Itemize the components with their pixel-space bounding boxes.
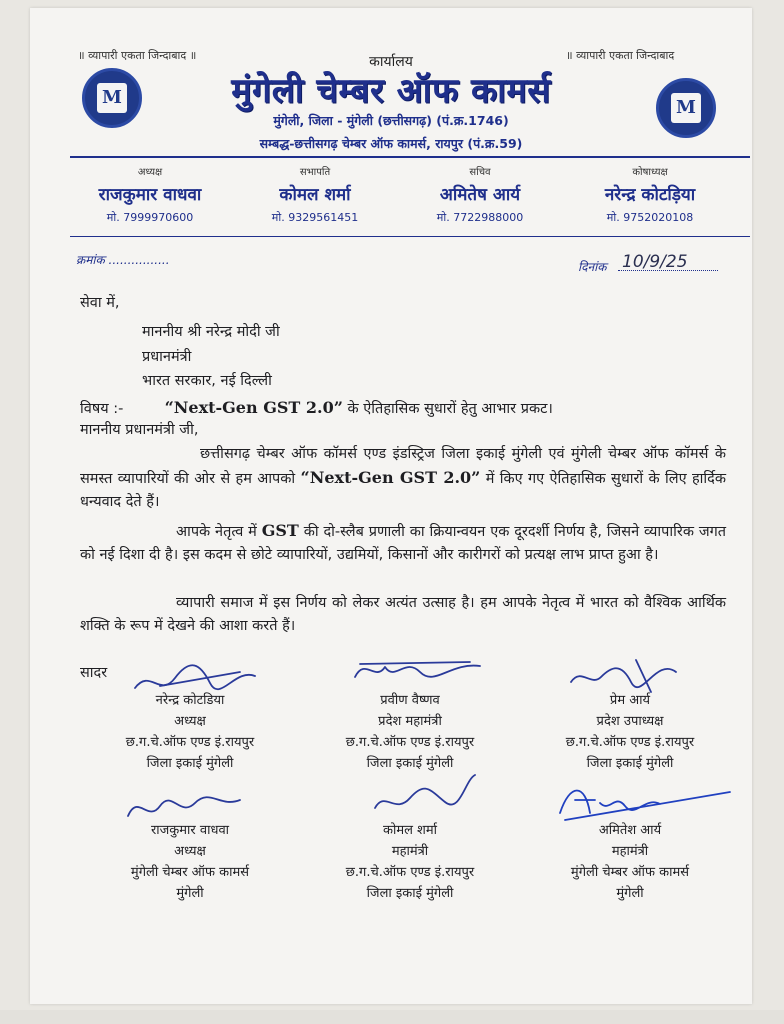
subject-line (80, 396, 720, 421)
signatory-3 (530, 690, 730, 774)
para2-text: आपके नेतृत्व में (176, 524, 257, 540)
signatory-title: अध्यक्ष (174, 844, 206, 859)
greeting: माननीय प्रधानमंत्री जी, (80, 422, 199, 438)
office-label: कार्यालय (369, 54, 413, 70)
bearer-phone: मो. 7999970600 (106, 211, 194, 224)
signatory-org: छ.ग.चे.ऑफ एण्ड इं.रायपुर (345, 735, 475, 750)
bearer-phone: मो. 9752020108 (606, 211, 694, 224)
signatory-title: महामंत्री (611, 844, 649, 859)
signatory-org: छ.ग.चे.ऑफ एण्ड इं.रायपुर (565, 735, 695, 750)
bearer-role: सचिव (469, 167, 491, 178)
subject-rest: के ऐतिहासिक सुधारों हेतु आभार प्रकट। (347, 401, 553, 417)
bearer-rule (70, 236, 750, 237)
signatory-title: प्रदेश महामंत्री (378, 714, 442, 729)
salutation-to: सेवा में, (80, 295, 120, 311)
date-label: दिनांक (578, 260, 607, 274)
affiliation-line: सम्बद्ध-छत्तीसगढ़ चेम्बर ऑफ कामर्स, रायपुर (पं.क्र.59) (259, 136, 523, 151)
bearer-phone: मो. 7722988000 (436, 211, 524, 224)
para1-text-end: में किए गए ऐतिहासिक सुधारों के लिए हार्दिक धन्यवाद देते हैं। (80, 471, 726, 510)
bearer-role: कोषाध्यक्ष (632, 167, 668, 178)
signatory-6 (530, 820, 730, 904)
page-bottom-margin (0, 1010, 784, 1024)
signatory-org: मुंगेली चेम्बर ऑफ कामर्स (130, 865, 250, 880)
paragraph-1 (80, 443, 726, 514)
bearer-name: नरेन्द्र कोटड़िया (604, 185, 696, 205)
slogan-left: ॥ व्यापारी एकता जिन्दाबाद ॥ (78, 49, 197, 62)
logo-letter: M (97, 83, 127, 113)
subject-label: विषय :- (80, 401, 124, 417)
paragraph-2 (80, 519, 726, 567)
date-line (618, 270, 718, 271)
signatory-name: कोमल शर्मा (382, 823, 438, 838)
signature-5 (370, 770, 480, 820)
signatory-unit: मुंगेली (176, 886, 204, 901)
bearer-name: कोमल शर्मा (279, 185, 351, 205)
bearer-name: राजकुमार वाधवा (98, 185, 202, 205)
bearer-phone: मो. 9329561451 (271, 211, 359, 224)
signatory-4 (90, 820, 290, 904)
signatory-name: अमितेश आर्य (598, 823, 662, 838)
signatory-title: अध्यक्ष (174, 714, 206, 729)
bearer-role: अध्यक्ष (137, 167, 163, 178)
signature-2 (350, 652, 490, 692)
closing: सादर (80, 665, 108, 681)
signatory-unit: जिला इकाई मुंगेली (366, 886, 454, 901)
signatory-2 (310, 690, 510, 774)
bearer-name: अमितेष आर्य (439, 185, 521, 205)
address-line: मुंगेली, जिला - मुंगेली (छत्तीसगढ़) (पं.क्र.1746) (273, 113, 509, 128)
addressee-office: भारत सरकार, नई दिल्ली (142, 373, 272, 389)
signatory-org: छ.ग.चे.ऑफ एण्ड इं.रायपुर (125, 735, 255, 750)
paragraph-3: व्यापारी समाज में इस निर्णय को लेकर अत्यंत उत्साह है। हम आपके नेतृत्व में भारत को वैश्विक आर्थिक शक्ति के रूप में देखने की आशा करते हैं। (80, 595, 726, 634)
header-rule (70, 156, 750, 158)
signatory-unit: जिला इकाई मुंगेली (586, 756, 674, 771)
signatory-title: प्रदेश उपाध्यक्ष (596, 714, 664, 729)
signatory-1 (90, 690, 290, 774)
para1-text: छत्तीसगढ़ चेम्बर ऑफ कॉमर्स एण्ड इंडस्ट्रिज जिला इकाई मुंगेली एवं मुंगेली चेम्बर ऑफ कॉमर्स के समस्त व्यापारियों की ओर से हम आपको (80, 446, 726, 487)
para1-bold: “Next-Gen GST 2.0” (300, 468, 481, 487)
signatory-name: प्रवीण वैष्णव (380, 693, 440, 708)
org-name: मुंगेली चेम्बर ऑफ कामर्स (231, 71, 551, 111)
signatory-name: नरेन्द्र कोटडिया (155, 693, 225, 708)
subject-bold: “Next-Gen GST 2.0” (164, 398, 343, 417)
ref-number: क्रमांक ................ (76, 253, 170, 267)
signatory-name: राजकुमार वाधवा (150, 823, 230, 838)
signatory-org: मुंगेली चेम्बर ऑफ कामर्स (570, 865, 690, 880)
signatory-org: छ.ग.चे.ऑफ एण्ड इं.रायपुर (345, 865, 475, 880)
addressee-title: प्रधानमंत्री (142, 349, 192, 365)
signatory-5 (310, 820, 510, 904)
addressee-name: माननीय श्री नरेन्द्र मोदी जी (142, 324, 280, 340)
signatory-unit: जिला इकाई मुंगेली (146, 756, 234, 771)
signatory-title: महामंत्री (391, 844, 429, 859)
signatory-name: प्रेम आर्य (609, 693, 651, 708)
bearer-role: सभापति (299, 167, 331, 178)
slogan-right: ॥ व्यापारी एकता जिन्दाबाद (566, 49, 675, 62)
date-value: 10/9/25 (622, 252, 688, 272)
para2-text-end: की दो-स्लैब प्रणाली का क्रियान्वयन एक दूरदर्शी निर्णय है, जिसने व्यापारिक जगत को नई दिशा दी है। इस कदम से छोटे व्यापारियों, उद्यमियों, किसानों और कारीगरों को प्रत्यक्ष लाभ प्राप्त हुआ है। (80, 524, 727, 563)
letter-sheet (30, 8, 752, 1004)
signatory-unit: जिला इकाई मुंगेली (366, 756, 454, 771)
logo-letter: M (671, 93, 701, 123)
signatory-unit: मुंगेली (616, 886, 644, 901)
para2-bold: GST (261, 521, 299, 540)
